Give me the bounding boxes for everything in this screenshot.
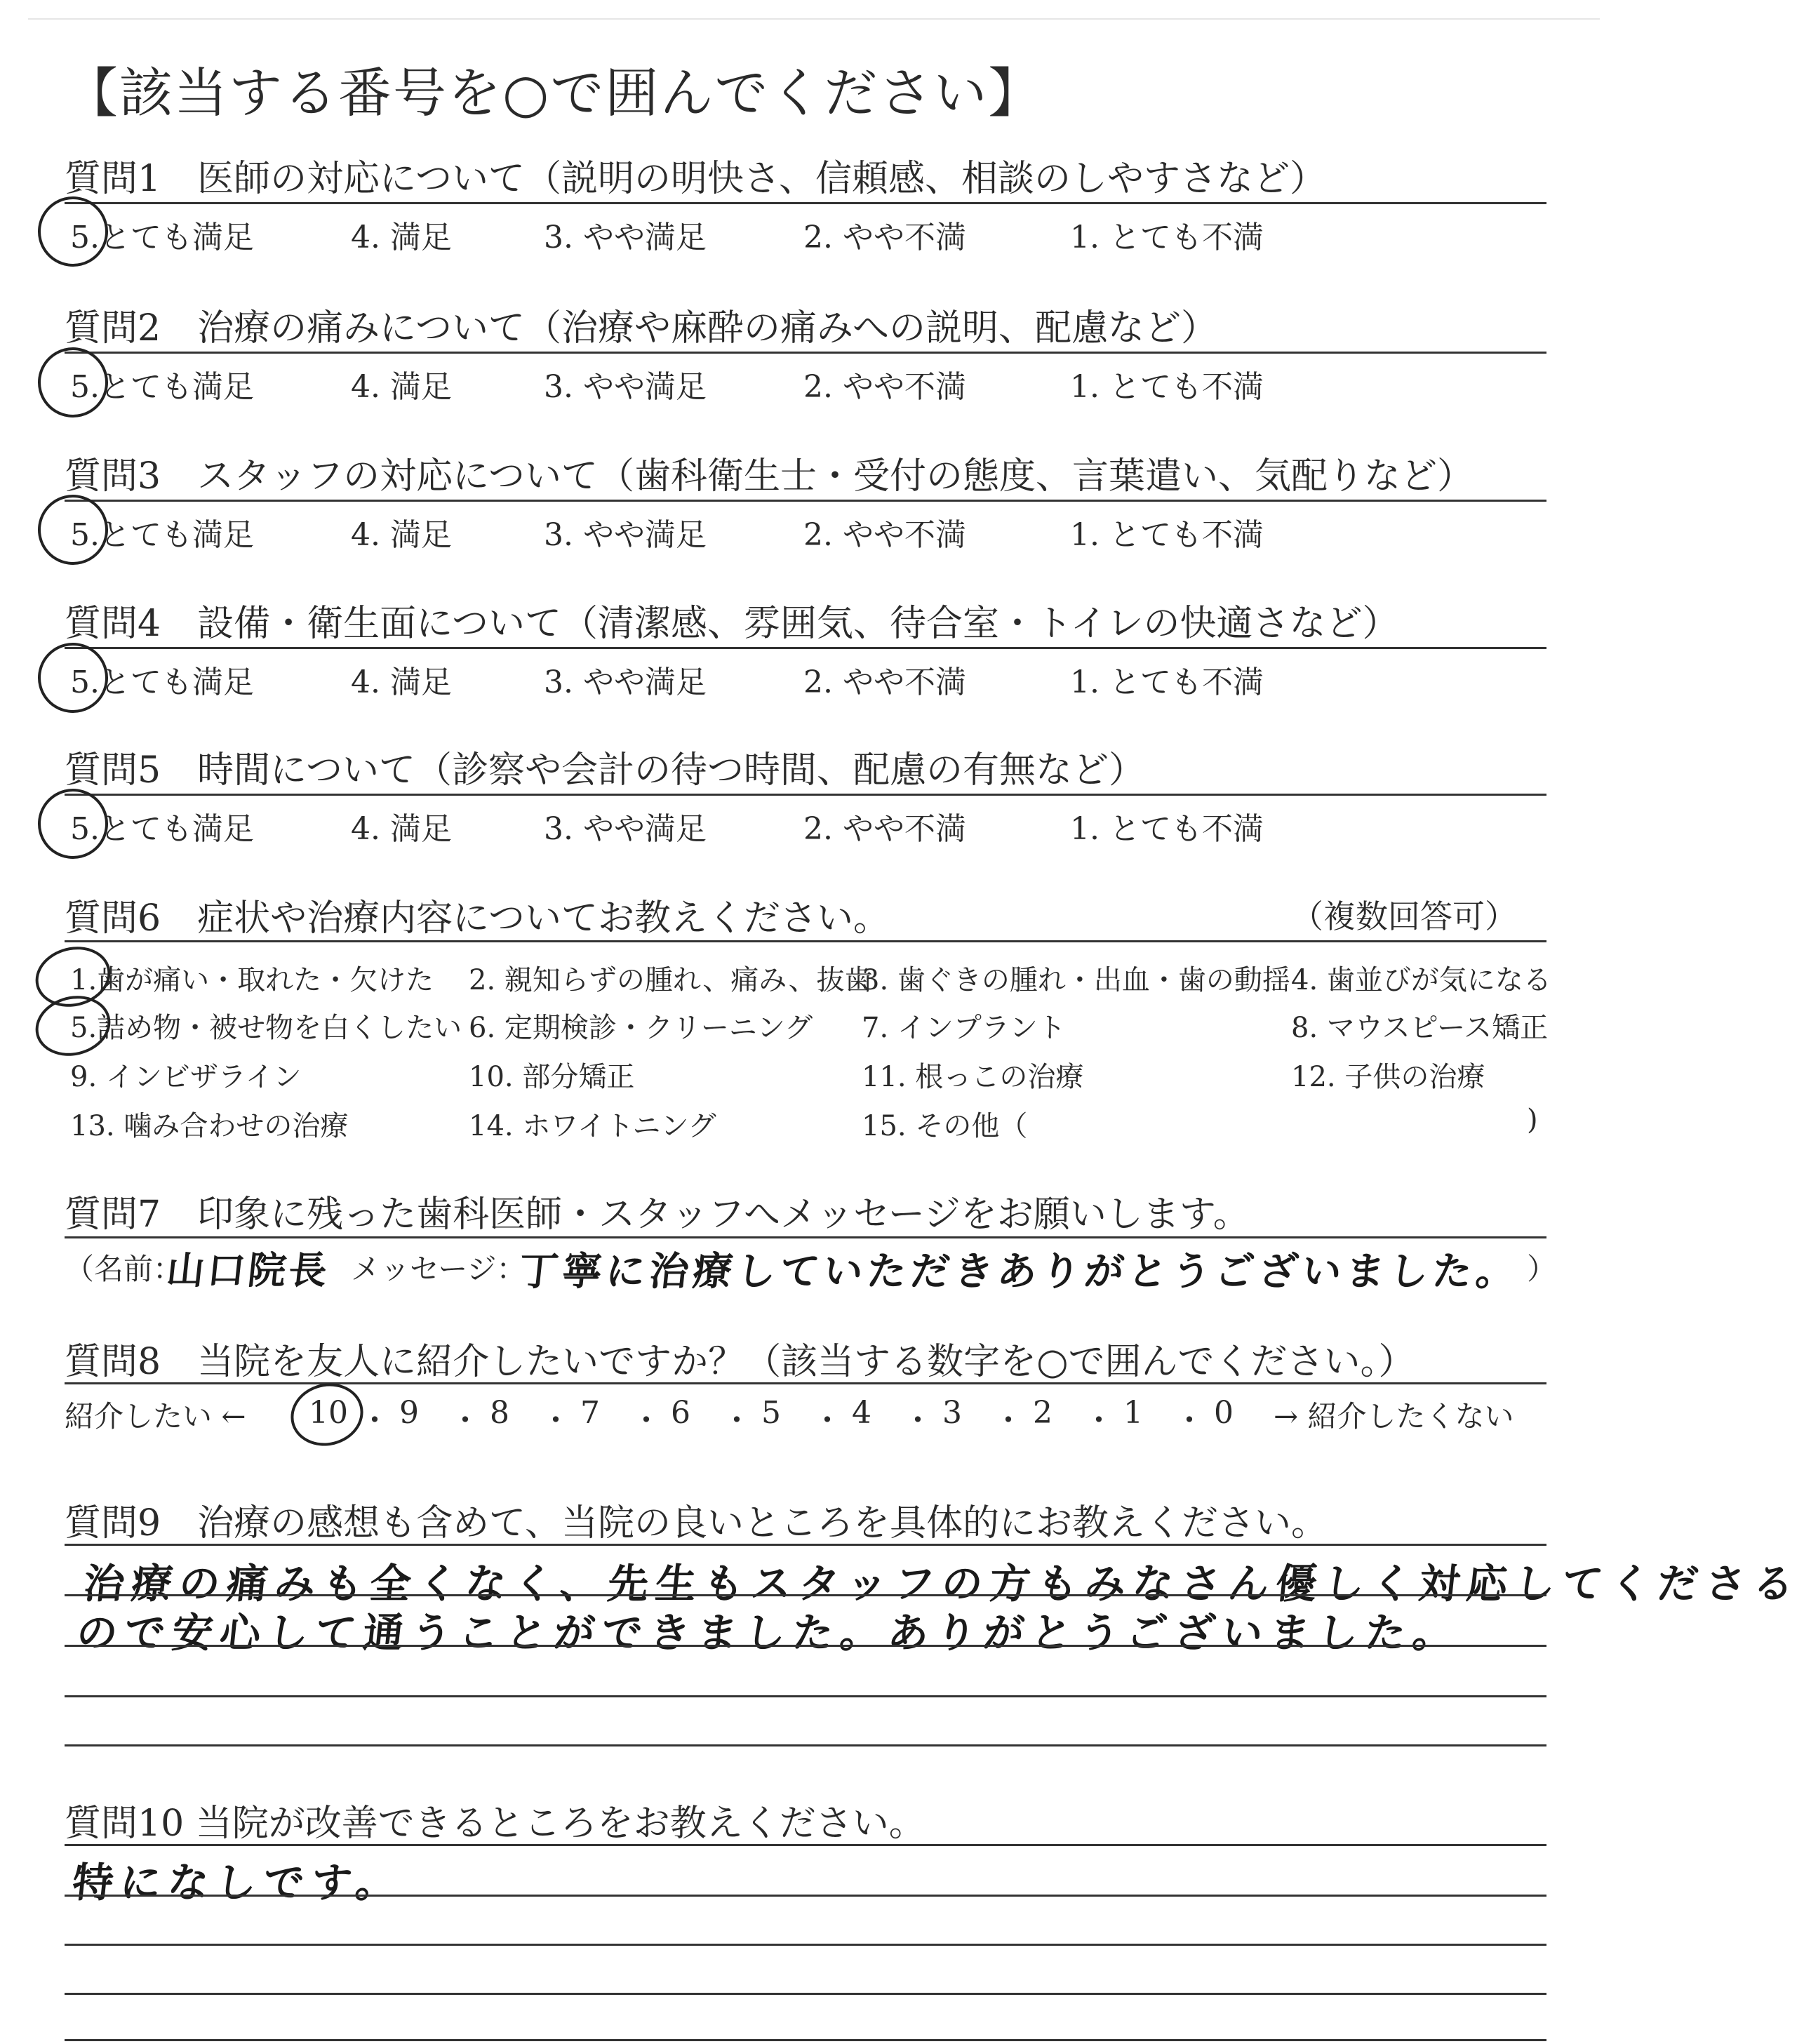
q6-option-12[interactable]: 12. 子供の治療 bbox=[1291, 1061, 1485, 1093]
q7-message-value[interactable]: 丁寧に治療していただきありがとうございました。 bbox=[516, 1249, 1522, 1295]
q8-scale-separator: ・ bbox=[902, 1403, 933, 1438]
q6-option-1[interactable]: 1.歯が痛い・取れた・欠けた bbox=[70, 964, 434, 996]
q2-option-3[interactable]: 3. やや満足 bbox=[544, 369, 707, 405]
q8-scale-0[interactable]: 0 bbox=[1214, 1395, 1234, 1431]
q8-scale-5[interactable]: 5 bbox=[761, 1395, 781, 1431]
q6-option-10[interactable]: 10. 部分矯正 bbox=[469, 1061, 635, 1093]
q10-line-3 bbox=[65, 1993, 1546, 1995]
q5-title: 質問5 時間について（診察や会計の待つ時間、配慮の有無など） bbox=[65, 749, 1146, 791]
q2-title: 質問2 治療の痛みについて（治療や麻酔の痛みへの説明、配慮など） bbox=[65, 307, 1218, 349]
q9-line-2 bbox=[65, 1645, 1546, 1647]
q7-name-value[interactable]: 山口院長 bbox=[164, 1248, 332, 1292]
q6-title: 質問6 症状や治療内容についてお教えください。 bbox=[65, 897, 890, 940]
q6-option-13[interactable]: 13. 噛み合わせの治療 bbox=[70, 1110, 349, 1142]
q2-option-1[interactable]: 1. とても不満 bbox=[1070, 369, 1264, 405]
q1-option-4[interactable]: 4. 満足 bbox=[351, 220, 452, 255]
q2-option-5[interactable]: 5.とても満足 bbox=[70, 369, 254, 405]
q5-option-5[interactable]: 5.とても満足 bbox=[70, 811, 254, 847]
q8-scale-7[interactable]: 7 bbox=[580, 1395, 600, 1431]
q4-option-3[interactable]: 3. やや満足 bbox=[544, 664, 707, 700]
q6-rule bbox=[65, 940, 1546, 942]
q10-answer-line-1[interactable]: 特になしです。 bbox=[69, 1859, 406, 1906]
q9-answer-line-1[interactable]: 治療の痛みも全くなく、先生もスタッフの方もみなさん優しく対応してくださる bbox=[81, 1560, 1803, 1608]
q6-option-9[interactable]: 9. インビザライン bbox=[70, 1061, 302, 1093]
q1-option-3[interactable]: 3. やや満足 bbox=[544, 220, 707, 255]
q8-scale-separator: ・ bbox=[450, 1403, 481, 1438]
q1-rule bbox=[65, 202, 1546, 204]
q8-scale-separator: ・ bbox=[993, 1403, 1024, 1438]
q8-scale-3[interactable]: 3 bbox=[942, 1395, 962, 1431]
q8-scale-separator: ・ bbox=[721, 1403, 752, 1438]
q6-option-4[interactable]: 4. 歯並びが気になる bbox=[1291, 964, 1551, 996]
q6-option-15[interactable]: 15. その他（ bbox=[862, 1110, 1028, 1142]
q7-close-paren: ） bbox=[1527, 1252, 1557, 1286]
q8-scale-separator: ・ bbox=[1174, 1403, 1205, 1438]
q4-title: 質問4 設備・衛生面について（清潔感、雰囲気、待合室・トイレの快適さなど） bbox=[65, 603, 1399, 645]
q4-option-1[interactable]: 1. とても不満 bbox=[1070, 664, 1264, 700]
q1-title: 質問1 医師の対応について（説明の明快さ、信頼感、相談のしやすさなど） bbox=[65, 158, 1326, 200]
q3-option-4[interactable]: 4. 満足 bbox=[351, 517, 452, 553]
q6-option-7[interactable]: 7. インプラント bbox=[862, 1012, 1066, 1044]
q4-option-2[interactable]: 2. やや不満 bbox=[803, 664, 966, 700]
q4-option-4[interactable]: 4. 満足 bbox=[351, 664, 452, 700]
q1-option-5[interactable]: 5.とても満足 bbox=[70, 220, 254, 255]
q8-right-label: → 紹介したくない bbox=[1274, 1399, 1514, 1434]
q10-line-1 bbox=[65, 1895, 1546, 1897]
q6-option-3[interactable]: 3. 歯ぐきの腫れ・出血・歯の動揺 bbox=[862, 964, 1290, 996]
q6-option-14[interactable]: 14. ホワイトニング bbox=[469, 1110, 716, 1142]
q5-option-3[interactable]: 3. やや満足 bbox=[544, 811, 707, 847]
q6-selection-circle-5 bbox=[29, 988, 116, 1064]
q8-scale-1[interactable]: 1 bbox=[1123, 1395, 1143, 1431]
q8-selection-circle bbox=[284, 1376, 370, 1454]
q9-line-4 bbox=[65, 1744, 1546, 1746]
q1-option-1[interactable]: 1. とても不満 bbox=[1070, 220, 1264, 255]
q8-scale-separator: ・ bbox=[359, 1403, 390, 1438]
q8-scale-separator: ・ bbox=[540, 1403, 571, 1438]
q8-scale-4[interactable]: 4 bbox=[852, 1395, 871, 1431]
q8-left-label: 紹介したい ← bbox=[65, 1399, 246, 1434]
q10-line-2 bbox=[65, 1944, 1546, 1946]
q5-option-4[interactable]: 4. 満足 bbox=[351, 811, 452, 847]
q3-title: 質問3 スタッフの対応について（歯科衛生士・受付の態度、言葉遣い、気配りなど） bbox=[65, 455, 1474, 497]
q5-option-2[interactable]: 2. やや不満 bbox=[803, 811, 966, 847]
q5-rule bbox=[65, 794, 1546, 796]
q8-scale-separator: ・ bbox=[1083, 1403, 1114, 1438]
q6-option-5[interactable]: 5.詰め物・被せ物を白くしたい bbox=[70, 1012, 462, 1044]
q9-title: 質問9 治療の感想も含めて、当院の良いところを具体的にお教えください。 bbox=[65, 1502, 1328, 1544]
q6-multi-answer-note: （複数回答可） bbox=[1291, 897, 1517, 935]
q6-option-6[interactable]: 6. 定期検診・クリーニング bbox=[469, 1012, 813, 1044]
q9-line-0 bbox=[65, 1544, 1546, 1546]
q2-option-2[interactable]: 2. やや不満 bbox=[803, 369, 966, 405]
q8-title: 質問8 当院を友人に紹介したいですか？（該当する数字を○で囲んでください。） bbox=[65, 1341, 1415, 1383]
q8-scale-10[interactable]: 10 bbox=[309, 1395, 348, 1431]
q10-line-0 bbox=[65, 1844, 1546, 1846]
q8-scale-2[interactable]: 2 bbox=[1033, 1395, 1053, 1431]
q7-title: 質問7 印象に残った歯科医師・スタッフへメッセージをお願いします。 bbox=[65, 1194, 1250, 1236]
q8-scale-6[interactable]: 6 bbox=[671, 1395, 690, 1431]
q6-option-15-close: ) bbox=[1527, 1104, 1538, 1136]
q8-scale-separator: ・ bbox=[812, 1403, 843, 1438]
q3-option-3[interactable]: 3. やや満足 bbox=[544, 517, 707, 553]
q7-rule bbox=[65, 1236, 1546, 1238]
q9-line-1 bbox=[65, 1594, 1546, 1596]
q2-rule bbox=[65, 352, 1546, 354]
q3-option-2[interactable]: 2. やや不満 bbox=[803, 517, 966, 553]
q9-answer-line-2[interactable]: ので安心して通うことができました。ありがとうございました。 bbox=[74, 1609, 1464, 1657]
q6-option-11[interactable]: 11. 根っこの治療 bbox=[862, 1061, 1084, 1093]
q8-scale-separator: ・ bbox=[631, 1403, 662, 1438]
q5-option-1[interactable]: 1. とても不満 bbox=[1070, 811, 1264, 847]
q7-name-label: （名前： bbox=[65, 1252, 183, 1286]
top-border bbox=[28, 18, 1600, 20]
page-header: 【該当する番号を○で囲んでください】 bbox=[65, 62, 1043, 124]
q8-rule bbox=[65, 1382, 1546, 1384]
q8-scale-8[interactable]: 8 bbox=[490, 1395, 509, 1431]
q3-option-1[interactable]: 1. とても不満 bbox=[1070, 517, 1264, 553]
q7-message-label: メッセージ： bbox=[351, 1252, 526, 1286]
q4-rule bbox=[65, 647, 1546, 649]
q3-option-5[interactable]: 5.とても満足 bbox=[70, 517, 254, 553]
q8-scale-9[interactable]: 9 bbox=[399, 1395, 419, 1431]
q6-option-8[interactable]: 8. マウスピース矯正 bbox=[1291, 1012, 1549, 1044]
q6-option-2[interactable]: 2. 親知らずの腫れ、痛み、抜歯 bbox=[469, 964, 873, 996]
q9-line-3 bbox=[65, 1695, 1546, 1697]
q3-rule bbox=[65, 500, 1546, 502]
q2-option-4[interactable]: 4. 満足 bbox=[351, 369, 452, 405]
q1-option-2[interactable]: 2. やや不満 bbox=[803, 220, 966, 255]
q10-title: 質問10 当院が改善できるところをお教えください。 bbox=[65, 1803, 926, 1845]
q10-line-4 bbox=[65, 2039, 1546, 2041]
q4-option-5[interactable]: 5.とても満足 bbox=[70, 664, 254, 700]
